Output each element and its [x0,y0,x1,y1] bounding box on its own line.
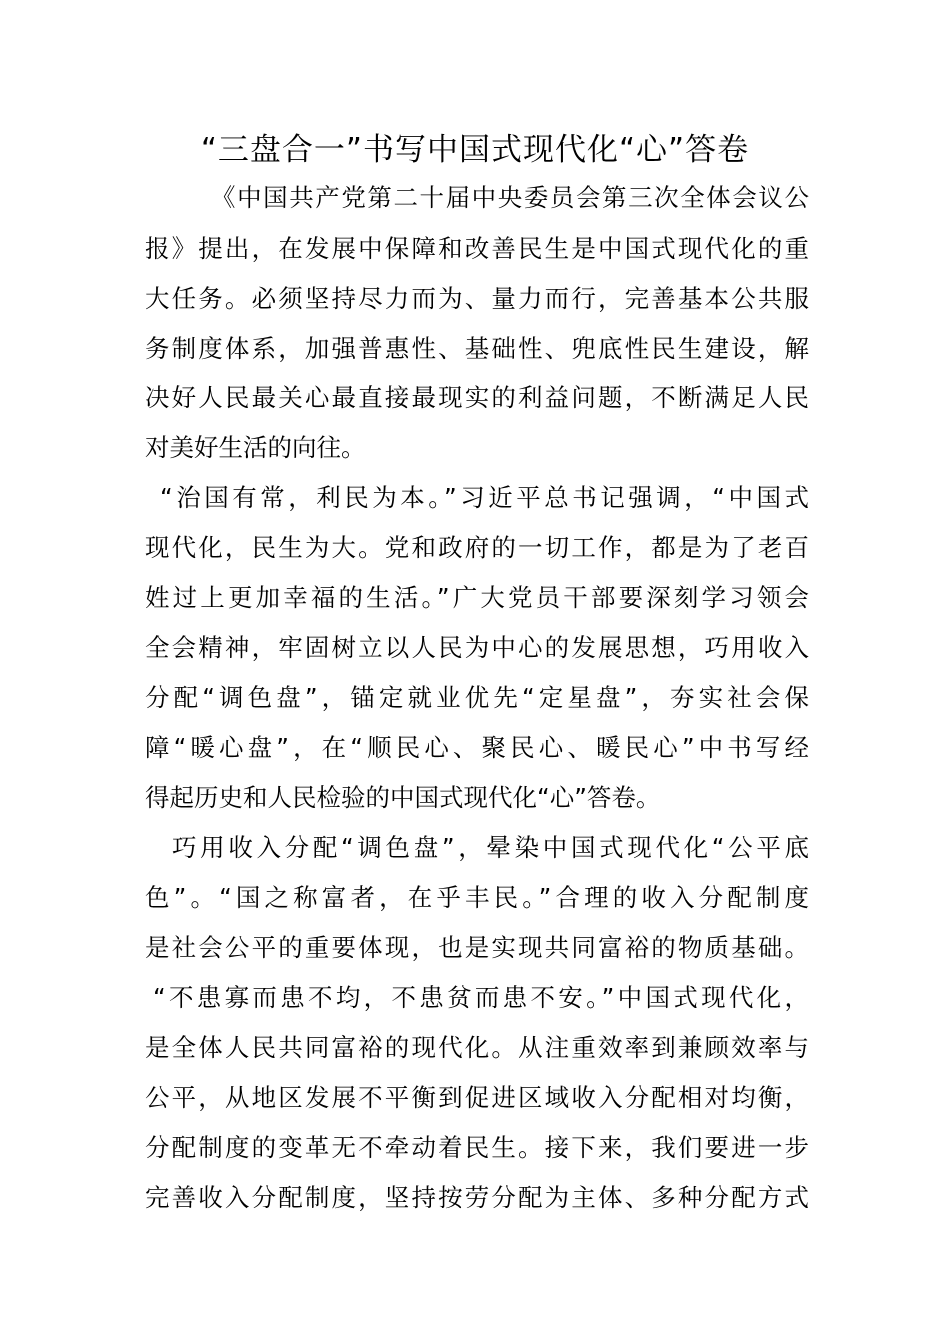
body-line: 《中国共产党第二十届中央委员会第三次全体会议公 [211,183,809,212]
body-line: 得起历史和人民检验的中国式现代化“心”答卷。 [145,783,661,812]
body-line: 障“暖心盘”，在“顺民心、聚民心、暖民心”中书写经 [145,733,809,762]
body-line: 分配“调色盘”，锚定就业优先“定星盘”，夯实社会保 [145,683,809,712]
body-line: 姓过上更加幸福的生活。”广大党员干部要深刻学习领会 [145,583,809,612]
body-line: 现代化，民生为大。党和政府的一切工作，都是为了老百 [145,533,809,562]
body-line: 分配制度的变革无不牵动着民生。接下来，我们要进一步 [145,1133,809,1162]
body-line: 报》提出，在发展中保障和改善民生是中国式现代化的重 [145,234,809,263]
body-line: 务制度体系，加强普惠性、基础性、兜底性民生建设，解 [145,334,809,363]
body-line: 全会精神，牢固树立以人民为中心的发展思想，巧用收入 [145,633,809,662]
body-line: 大任务。必须坚持尽力而为、量力而行，完善基本公共服 [145,284,809,313]
body-line: “治国有常，利民为本。”习近平总书记强调，“中国式 [160,483,809,512]
body-line: 巧用收入分配“调色盘”，晕染中国式现代化“公平底 [172,833,809,862]
body-line: 是社会公平的重要体现，也是实现共同富裕的物质基础。 [145,933,809,962]
document-title: “三盘合一”书写中国式现代化“心”答卷 [200,132,750,168]
body-line: 是全体人民共同富裕的现代化。从注重效率到兼顾效率与 [145,1033,809,1062]
body-line: “不患寡而患不均，不患贫而患不安。”中国式现代化， [153,983,809,1012]
body-line: 色”。“国之称富者，在乎丰民。”合理的收入分配制度 [145,883,809,912]
body-line: 决好人民最关心最直接最现实的利益问题，不断满足人民 [145,383,809,412]
body-line: 完善收入分配制度，坚持按劳分配为主体、多种分配方式 [145,1183,809,1212]
body-line: 对美好生活的向往。 [145,433,366,462]
body-line: 公平，从地区发展不平衡到促进区域收入分配相对均衡， [145,1083,809,1112]
